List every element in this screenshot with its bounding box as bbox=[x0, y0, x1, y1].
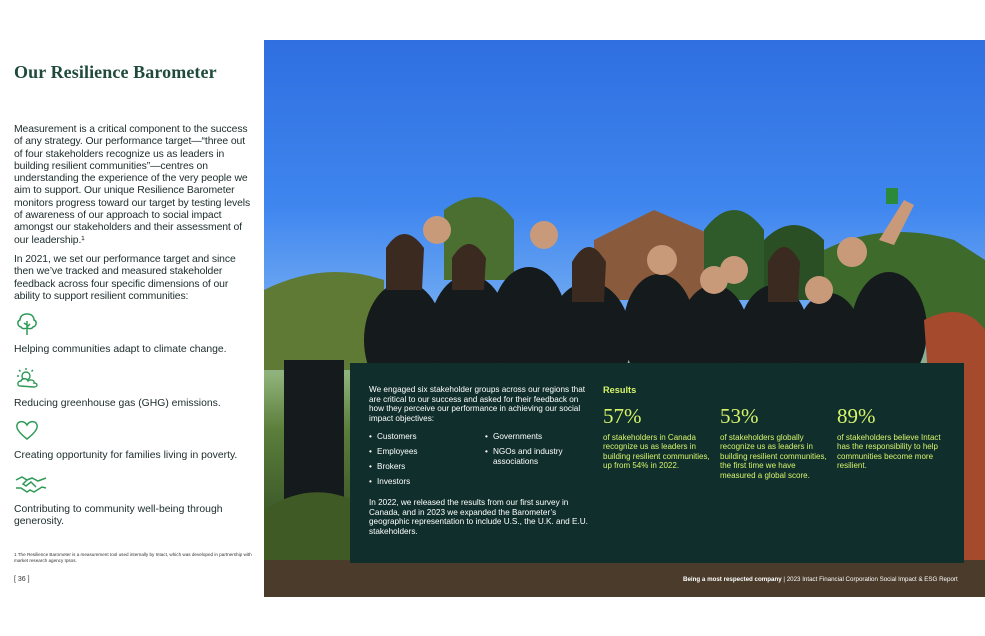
footnote: 1 The Resilience Barometer is a measurement tool used internally by Intact, which was developed in partnership with market research agency Ipsos. bbox=[14, 552, 252, 563]
stat-value: 57% bbox=[603, 404, 642, 428]
target-paragraph: In 2021, we set our performance target and since then we’ve tracked and measured stakeholder feedback across four specific dimensions of our ability to support resilient communities: bbox=[14, 254, 236, 302]
caption-rest: | 2023 Intact Financial Corporation Social Impact & ESG Report bbox=[781, 576, 958, 583]
objective-label: Contributing to community well-being through generosity. bbox=[14, 504, 223, 528]
objective-poverty bbox=[14, 418, 254, 462]
stakeholder-list-2 bbox=[485, 432, 577, 472]
results-2022-paragraph: In 2022, we released the results from our first survey in Canada, and in 2023 we expanded the Barometer’s geographic representation to include U.S., the U.K. and E.U. stakeholders. bbox=[369, 498, 588, 536]
objective-climate bbox=[14, 312, 254, 356]
stat-responsibility bbox=[837, 404, 945, 471]
stat-description: of stakeholders in Canada recognize us as leaders in building resilient communities, up from 54% in 2022. bbox=[603, 433, 710, 471]
objective-label: Reducing greenhouse gas (GHG) emissions. bbox=[14, 398, 221, 409]
stat-value: 53% bbox=[720, 404, 759, 428]
stakeholder-results-panel bbox=[350, 363, 964, 563]
handshake-icon bbox=[14, 472, 48, 496]
objective-ghg bbox=[14, 366, 254, 410]
list-item: • Governments bbox=[485, 432, 577, 442]
stat-global bbox=[720, 404, 828, 480]
list-item: • Investors bbox=[369, 477, 479, 487]
stat-canada bbox=[603, 404, 711, 471]
list-item: • Customers bbox=[369, 432, 479, 442]
left-column bbox=[0, 0, 262, 636]
tree-icon bbox=[14, 312, 40, 336]
stakeholder-list-1 bbox=[369, 432, 479, 492]
objective-label: Creating opportunity for families living in poverty. bbox=[14, 450, 238, 461]
stat-description: of stakeholders believe Intact has the responsibility to help communities become more resilient. bbox=[837, 433, 941, 471]
report-caption bbox=[683, 576, 958, 583]
results-heading: Results bbox=[603, 385, 637, 395]
sun-cloud-icon bbox=[14, 366, 40, 390]
panel-intro: We engaged six stakeholder groups across our regions that are critical to our success and asked for their feedback on how they perceive our performance in achieving our social impact objectives: bbox=[369, 385, 586, 423]
caption-bold: Being a most respected company bbox=[683, 576, 782, 583]
intro-paragraph: Measurement is a critical component to the success of any strategy. Our performance target—“three out of four stakeholders recognize us as leaders in building resilient communities”—centres on understanding the experience of the very people we aim to support. Our unique Resilience Barometer monitors progress toward our target by testing levels of awareness of our approach to social impact amongst our stakeholders and their assessment of our leadership.¹ bbox=[14, 124, 251, 246]
objective-generosity bbox=[14, 472, 254, 529]
list-item: • NGOs and industry associations bbox=[485, 447, 577, 466]
stat-value: 89% bbox=[837, 404, 876, 428]
objective-label: Helping communities adapt to climate change. bbox=[14, 344, 227, 355]
list-item: • Brokers bbox=[369, 462, 479, 472]
page-title: Our Resilience Barometer bbox=[14, 62, 217, 82]
list-item: • Employees bbox=[369, 447, 479, 457]
heart-icon bbox=[14, 418, 40, 442]
stat-description: of stakeholders globally recognize us as leaders in building resilient communities, the first time we have measured a global score. bbox=[720, 433, 827, 480]
page-number: [ 36 ] bbox=[14, 576, 30, 583]
